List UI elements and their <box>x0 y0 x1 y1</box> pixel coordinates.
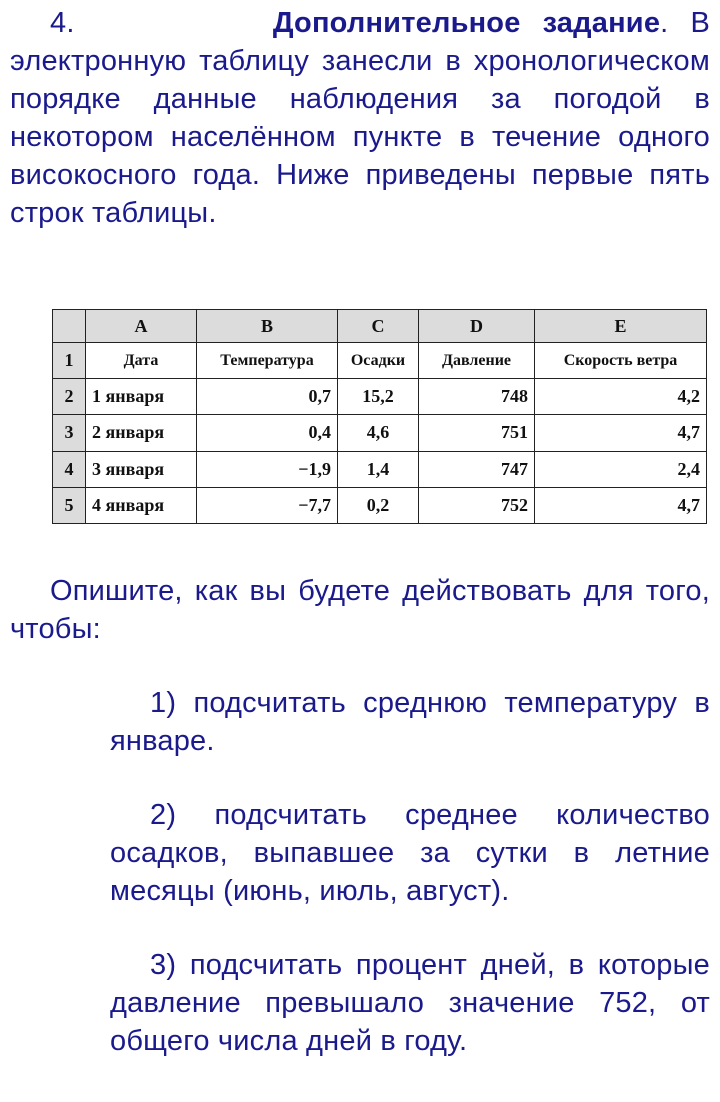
row-number: 4 <box>53 451 86 487</box>
cell-wind-speed: 4,2 <box>535 379 707 415</box>
cell-wind-speed: 4,7 <box>535 487 707 523</box>
cell-date: 1 января <box>86 379 197 415</box>
spreadsheet-table <box>52 309 706 524</box>
cell-temperature-header: Температура <box>197 343 338 379</box>
subtask-1: 1) подсчитать среднюю температуру в январе. <box>110 687 710 757</box>
cell-date: 4 января <box>86 487 197 523</box>
column-header-a: A <box>86 310 197 343</box>
cell-temperature: −7,7 <box>197 487 338 523</box>
row-number: 1 <box>53 343 86 379</box>
row-number: 3 <box>53 415 86 451</box>
cell-temperature: −1,9 <box>197 451 338 487</box>
cell-precipitation: 4,6 <box>338 415 419 451</box>
cell-temperature: 0,4 <box>197 415 338 451</box>
subtask-3: 3) подсчитать процент дней, в которые давление превышало значение 752, от общего числа дней в году. <box>110 949 710 1057</box>
column-header-e: E <box>535 310 707 343</box>
task-text: В электронную таблицу занесли в хронологическом порядке данные наблюдения за погодой в некотором населённом пункте в течение одного високосного года. Ниже приведены первые пять строк таблицы. <box>10 7 710 229</box>
cell-wind-speed: 4,7 <box>535 415 707 451</box>
cell-date: 2 января <box>86 415 197 451</box>
cell-date-header: Дата <box>86 343 197 379</box>
column-header-row <box>53 310 707 343</box>
cell-precipitation: 0,2 <box>338 487 419 523</box>
task-number: 4. <box>50 7 75 39</box>
cell-precipitation: 1,4 <box>338 451 419 487</box>
row-number: 2 <box>53 379 86 415</box>
table-row <box>53 451 707 487</box>
cell-precipitation-header: Осадки <box>338 343 419 379</box>
task-title-punct: . <box>660 7 669 39</box>
corner-cell <box>53 310 86 343</box>
subtask-2: 2) подсчитать среднее количество осадков, выпавшее за сутки в летние месяцы (июнь, июль, август). <box>110 799 710 907</box>
cell-pressure-header: Давление <box>419 343 535 379</box>
cell-wind-speed-header: Скорость ветра <box>535 343 707 379</box>
task-title: Дополнительное задание <box>272 7 661 39</box>
cell-precipitation: 15,2 <box>338 379 419 415</box>
cell-pressure: 747 <box>419 451 535 487</box>
cell-temperature: 0,7 <box>197 379 338 415</box>
column-header-d: D <box>419 310 535 343</box>
cell-pressure: 752 <box>419 487 535 523</box>
cell-pressure: 748 <box>419 379 535 415</box>
cell-date: 3 января <box>86 451 197 487</box>
table-row <box>53 379 707 415</box>
cell-wind-speed: 2,4 <box>535 451 707 487</box>
table-row <box>53 343 707 379</box>
table-row <box>53 487 707 523</box>
column-header-c: C <box>338 310 419 343</box>
row-number: 5 <box>53 487 86 523</box>
cell-pressure: 751 <box>419 415 535 451</box>
table-row <box>53 415 707 451</box>
question-text: Опишите, как вы будете действовать для того, чтобы: <box>10 575 710 645</box>
column-header-b: B <box>197 310 338 343</box>
task-description <box>10 4 710 232</box>
